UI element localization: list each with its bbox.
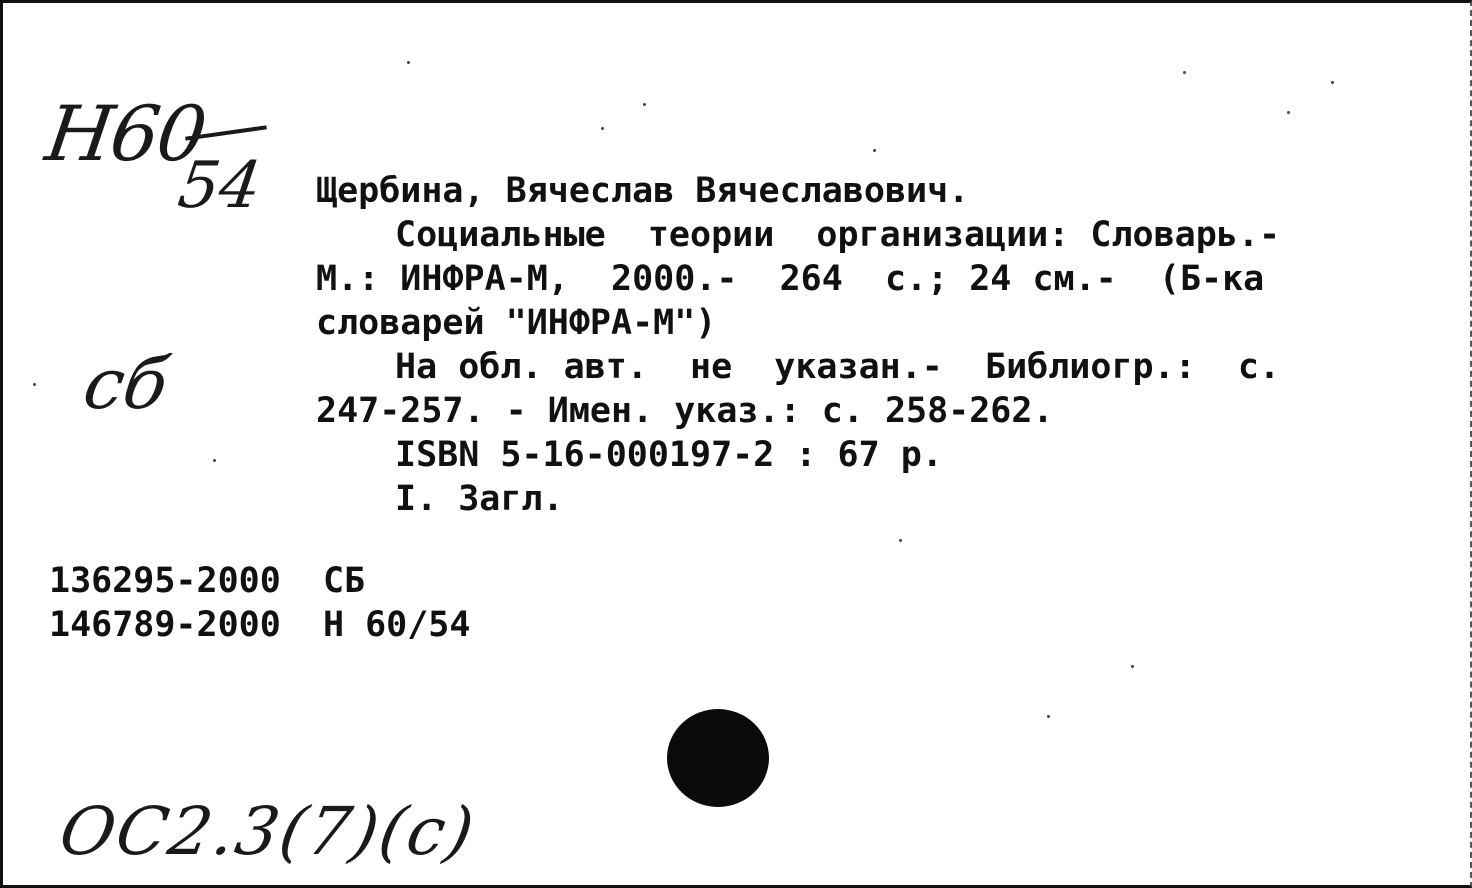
- title-line-1: Социальные теории организации: Словарь.-: [395, 215, 1281, 255]
- handwritten-sigla: сб: [77, 343, 175, 425]
- author-heading: Щербина, Вячеслав Вячеславович.: [316, 171, 970, 211]
- accession-location: Н 60/54: [322, 605, 471, 645]
- scan-speck: [1131, 665, 1134, 668]
- isbn-line: ISBN 5-16-000197-2 : 67 р.: [395, 435, 943, 475]
- note-line-1: На обл. авт. не указан.- Библиогр.: с.: [395, 347, 1281, 387]
- scan-speck: [643, 103, 646, 106]
- accession-number: 146789-2000: [49, 605, 281, 645]
- scan-speck: [601, 127, 604, 130]
- scan-speck: [33, 383, 36, 386]
- shelf-mark-top: Н60: [40, 89, 211, 178]
- title-line-2: М.: ИНФРА-М, 2000.- 264 с.; 24 см.- (Б-ка: [316, 259, 1265, 299]
- scan-speck: [899, 539, 902, 542]
- scan-speck: [213, 459, 216, 462]
- scan-speck: [873, 149, 876, 152]
- tracing-line: I. Загл.: [395, 479, 564, 519]
- accession-location: СБ: [322, 561, 366, 601]
- scan-speck: [1183, 71, 1186, 74]
- classification-code: ОС2.3(7)(с): [54, 793, 482, 870]
- accession-row: [49, 559, 365, 603]
- accession-row: [49, 603, 470, 647]
- note-line-2: 247-257. - Имен. указ.: с. 258-262.: [316, 391, 1054, 431]
- scan-speck: [407, 61, 410, 64]
- scan-speck: [1331, 81, 1334, 84]
- accession-number: 136295-2000: [49, 561, 281, 601]
- scan-speck: [1047, 715, 1050, 718]
- punch-hole: [667, 709, 769, 807]
- shelf-mark-bottom: 54: [173, 149, 266, 223]
- title-line-3: словарей "ИНФРА-М"): [316, 303, 717, 343]
- scan-speck: [1287, 111, 1290, 114]
